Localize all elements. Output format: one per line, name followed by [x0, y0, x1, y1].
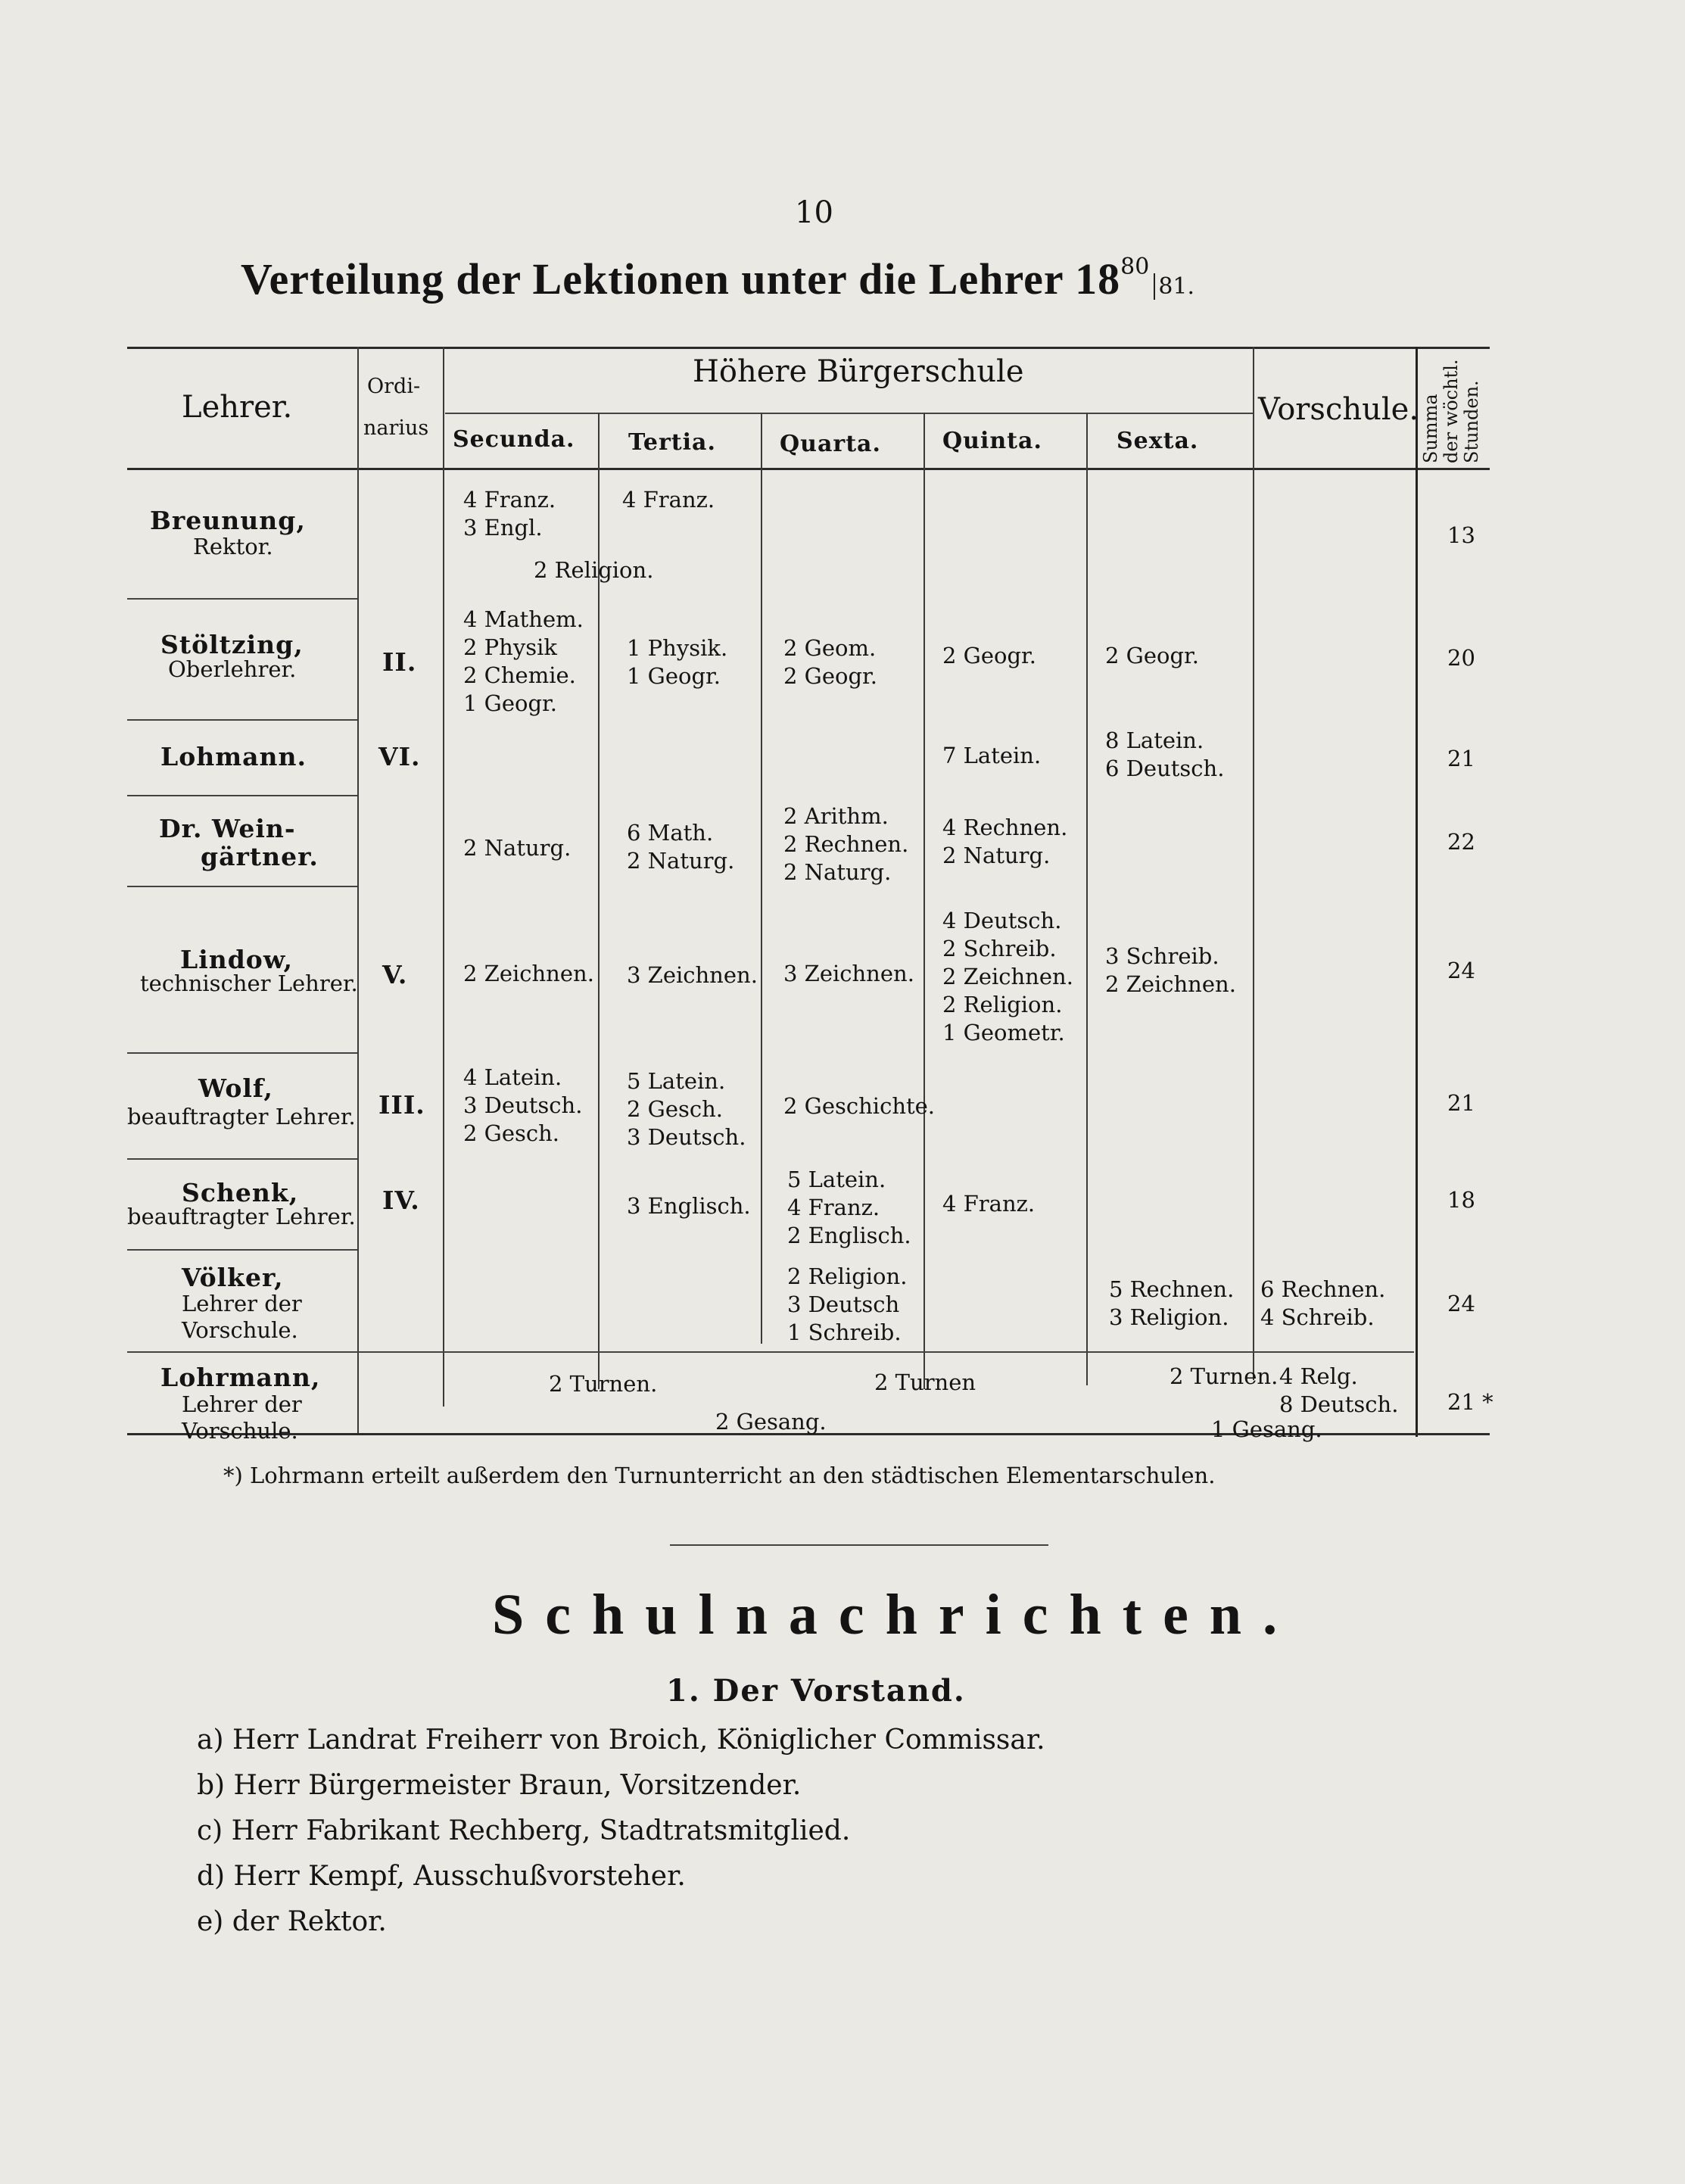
- col-divider: [357, 347, 359, 1433]
- cell-turnen-2: 2 Turnen: [874, 1369, 976, 1395]
- cell-gesang-2: 1 Gesang.: [1211, 1416, 1322, 1442]
- teacher-name: Dr. Wein-: [159, 814, 296, 843]
- cell-tertia: 5 Latein. 2 Gesch. 3 Deutsch.: [627, 1068, 746, 1150]
- teacher-title: Oberlehrer.: [168, 656, 297, 682]
- board-item: b) Herr Bürgermeister Braun, Vorsitzender.: [197, 1770, 802, 1801]
- cell-secunda: 4 Mathem. 2 Physik 2 Chemie. 1 Geogr.: [463, 606, 584, 716]
- cell-quinta: 4 Rechnen. 2 Naturg.: [942, 815, 1068, 868]
- cell-tertia: 3 Zeichnen.: [627, 962, 758, 988]
- title-text: Verteilung der Lektionen unter die Lehrer 18: [241, 254, 1121, 304]
- cell-secunda: 4 Latein. 3 Deutsch. 2 Gesch.: [463, 1064, 583, 1146]
- cell-ordinarius: V.: [382, 960, 408, 989]
- row-rule: [127, 795, 357, 796]
- board-item: a) Herr Landrat Freiherr von Broich, Königlicher Commissar.: [197, 1724, 1045, 1756]
- row-rule: [127, 1158, 357, 1160]
- cell-ordinarius: II.: [382, 647, 417, 677]
- col-divider: [1086, 413, 1088, 1385]
- title-year-sup: 80: [1120, 254, 1150, 280]
- cell-summe: 22: [1447, 829, 1475, 855]
- row-rule: [127, 719, 357, 721]
- cell-ordinarius: III.: [378, 1090, 425, 1120]
- cell-ordinarius: IV.: [382, 1185, 420, 1215]
- cell-tertia: 1 Physik. 1 Geogr.: [627, 635, 728, 689]
- header-secunda: Secunda.: [453, 426, 575, 453]
- board-item: e) der Rektor.: [197, 1906, 387, 1937]
- col-divider: [761, 413, 762, 1344]
- teacher-name-2: gärtner.: [201, 842, 319, 871]
- board-item: d) Herr Kempf, Ausschußvorsteher.: [197, 1861, 686, 1892]
- cell-quinta: 4 Franz.: [942, 1191, 1036, 1217]
- cell-tertia: 3 Englisch.: [627, 1193, 751, 1219]
- header-ordinarius-2: narius: [363, 416, 429, 440]
- teacher-title: Lehrer der: [182, 1391, 302, 1417]
- page-number: 10: [795, 195, 833, 230]
- row-rule: [127, 1249, 357, 1251]
- teacher-name: Lohrmann,: [160, 1363, 321, 1392]
- col-divider: [923, 413, 925, 1389]
- teacher-name: Lindow,: [180, 945, 294, 974]
- teacher-name: Wolf,: [198, 1073, 273, 1103]
- footnote: *) Lohrmann erteilt außerdem den Turnunterricht an den städtischen Elementarschulen.: [223, 1463, 1216, 1488]
- cell-turnen-3: 2 Turnen.: [1170, 1363, 1279, 1389]
- school-group-rule: [445, 413, 1253, 414]
- cell-quarta: 2 Geschichte.: [783, 1093, 936, 1119]
- teacher-title: beauftragter Lehrer.: [127, 1104, 356, 1129]
- cell-gesang-1: 2 Gesang.: [715, 1409, 827, 1435]
- row-rule: [127, 886, 357, 887]
- cell-quarta: 2 Arithm. 2 Rechnen. 2 Naturg.: [783, 803, 909, 885]
- table-top-rule: [127, 347, 1490, 349]
- cell-sexta: 3 Schreib. 2 Zeichnen.: [1105, 943, 1236, 997]
- subsection-title: 1. Der Vorstand.: [666, 1673, 966, 1709]
- header-quinta: Quinta.: [942, 428, 1042, 454]
- cell-secunda: 2 Zeichnen.: [463, 961, 594, 986]
- cell-sexta: 5 Rechnen. 3 Religion.: [1109, 1276, 1235, 1330]
- cell-summe: 21: [1447, 1090, 1475, 1116]
- header-vorschule: Vorschule.: [1258, 392, 1419, 427]
- cell-summe: 18: [1447, 1187, 1475, 1213]
- row-rule: [127, 1052, 357, 1054]
- cell-quarta: 2 Religion. 3 Deutsch 1 Schreib.: [787, 1263, 908, 1345]
- header-sexta: Sexta.: [1117, 428, 1199, 454]
- teacher-title: Lehrer der: [182, 1291, 302, 1316]
- section-title: Schulnachrichten.: [492, 1583, 1299, 1647]
- row-rule: [127, 1351, 1414, 1353]
- cell-vorschule: 6 Rechnen. 4 Schreib.: [1260, 1276, 1386, 1330]
- header-bottom-rule: [127, 468, 1490, 470]
- header-teacher: Lehrer.: [182, 390, 293, 425]
- teacher-title: technischer Lehrer.: [140, 970, 358, 996]
- cell-quinta: 2 Geogr.: [942, 643, 1036, 668]
- cell-vorschule: 4 Relg. 8 Deutsch.: [1279, 1363, 1399, 1417]
- col-divider: [443, 347, 444, 1407]
- teacher-name: Stöltzing,: [160, 630, 304, 659]
- teacher-name: Völker,: [182, 1263, 284, 1292]
- teacher-title-2: Vorschule.: [182, 1317, 298, 1343]
- cell-quinta: 7 Latein.: [942, 743, 1042, 768]
- cell-ordinarius: VI.: [378, 742, 421, 771]
- teacher-name: Schenk,: [182, 1178, 299, 1207]
- cell-secunda: 4 Franz. 3 Engl.: [463, 487, 556, 541]
- col-divider: [1253, 347, 1254, 1380]
- cell-summe: 24: [1447, 958, 1475, 983]
- teacher-title: Rektor.: [193, 534, 273, 559]
- teacher-title: beauftragter Lehrer.: [127, 1204, 356, 1229]
- cell-span-religion: 2 Religion.: [534, 557, 654, 583]
- header-tertia: Tertia.: [628, 429, 716, 456]
- board-item: c) Herr Fabrikant Rechberg, Stadtratsmitglied.: [197, 1815, 851, 1846]
- cell-summe: 21 *: [1447, 1389, 1493, 1415]
- header-summe-3: Stunden.: [1461, 380, 1482, 463]
- cell-secunda: 2 Naturg.: [463, 835, 572, 861]
- header-summe-2: der wöchtl.: [1441, 359, 1462, 463]
- cell-summe: 20: [1447, 645, 1475, 671]
- cell-sexta: 2 Geogr.: [1105, 643, 1199, 668]
- cell-quinta: 4 Deutsch. 2 Schreib. 2 Zeichnen. 2 Religion. 1 Geometr.: [942, 908, 1073, 1045]
- page-title: [241, 254, 1194, 304]
- cell-quarta: 3 Zeichnen.: [783, 961, 914, 986]
- teacher-name: Breunung,: [150, 506, 306, 535]
- header-ordinarius-1: Ordi-: [367, 375, 421, 398]
- cell-tertia: 6 Math. 2 Naturg.: [627, 820, 735, 874]
- row-rule: [127, 598, 357, 600]
- cell-summe: 13: [1447, 522, 1475, 548]
- cell-tertia: 4 Franz.: [622, 487, 715, 513]
- cell-summe: 24: [1447, 1291, 1475, 1316]
- cell-quarta: 2 Geom. 2 Geogr.: [783, 635, 877, 689]
- header-quarta: Quarta.: [780, 431, 881, 457]
- title-year-end: 81.: [1154, 273, 1194, 300]
- col-divider: [1416, 347, 1418, 1437]
- cell-summe: 21: [1447, 746, 1475, 771]
- cell-turnen-1: 2 Turnen.: [549, 1371, 658, 1397]
- cell-quarta: 5 Latein. 4 Franz. 2 Englisch.: [787, 1167, 911, 1248]
- teacher-name: Lohmann.: [160, 742, 307, 771]
- cell-sexta: 8 Latein. 6 Deutsch.: [1105, 727, 1225, 781]
- teacher-title-2: Vorschule.: [182, 1418, 298, 1444]
- header-summe-1: Summa: [1420, 394, 1441, 463]
- header-school-group: Höhere Bürgerschule: [693, 354, 1024, 389]
- section-divider: [670, 1544, 1048, 1546]
